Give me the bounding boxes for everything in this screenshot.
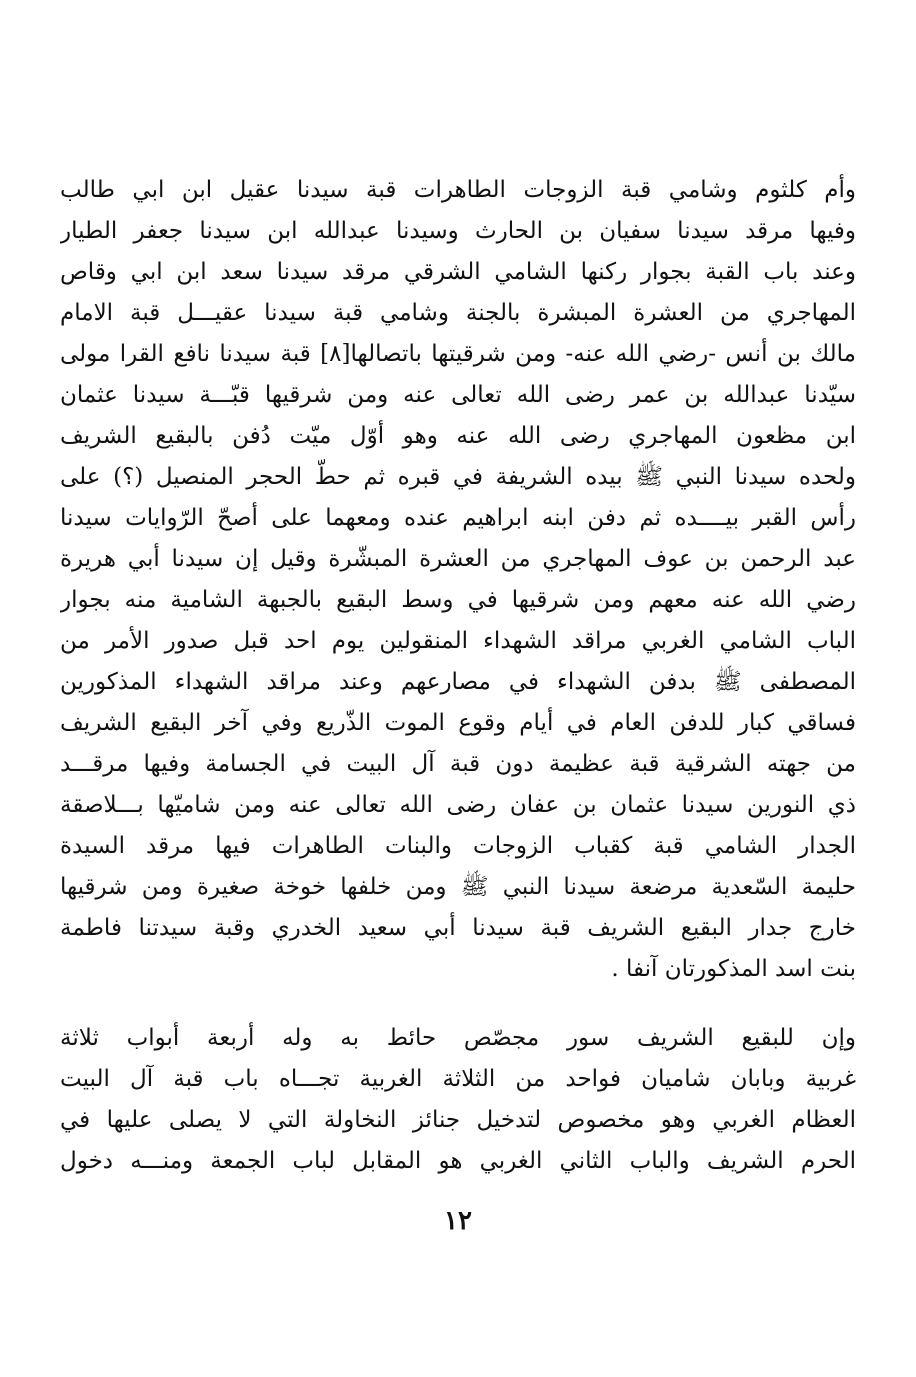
text-line: مالك بن أنس -رضي الله عنه- ومن شرقيتها باتصالها[٨] قبة سيدنا نافع القرا مولى (60, 341, 856, 367)
text-line: ولحده سيدنا النبي ﷺ بيده الشريفة في قبره ثم حطّ الحجر المنصيل (؟) على (60, 464, 856, 490)
text-line: الجدار الشامي قبة كقباب الزوجات والبنات الطاهرات فيها مرقد السيدة (60, 833, 856, 859)
paragraph-1 (60, 170, 856, 990)
text-line: حليمة السّعدية مرضعة سيدنا النبي ﷺ ومن خلفها خوخة صغيرة ومن شرقيها (60, 874, 856, 900)
text-line: رأس القبر بيــــده ثم دفن ابنه ابراهيم عنده ومعهما على أصحّ الرّوايات سيدنا (60, 505, 856, 531)
text-line: المهاجري من العشرة المبشرة بالجنة وشامي قبة سيدنا عقيـــل قبة الامام (60, 300, 856, 326)
text-line: الحرم الشريف والباب الثاني الغربي هو المقابل لباب الجمعة ومنـــه دخول (60, 1148, 856, 1174)
text-line: المصطفى ﷺ بدفن الشهداء في مصارعهم وعند مراقد الشهداء المذكورين (60, 669, 856, 695)
text-line: رضي الله عنه معهم ومن شرقيها في وسط البقيع بالجبهة الشامية منه بجوار (60, 587, 856, 613)
text-line: غربية وبابان شاميان فواحد من الثلاثة الغربية تجـــاه باب قبة آل البيت (60, 1066, 856, 1092)
text-line: سيّدنا عبدالله بن عمر رضى الله تعالى عنه ومن شرقيها قبّـــة سيدنا عثمان (60, 382, 856, 408)
text-line: الباب الشامي الغربي مراقد الشهداء المنقولين يوم احد قبل صدور الأمر من (60, 628, 856, 654)
text-line: ذي النورين سيدنا عثمان بن عفان رضى الله تعالى عنه ومن شاميّها بـــلاصقة (60, 792, 856, 818)
text-line: فساقي كبار للدفن العام في أيام وقوع الموت الذّريع وفي آخر البقيع الشريف (60, 710, 856, 736)
text-line: بنت اسد المذكورتان آنفا . (611, 956, 856, 982)
text-line: عبد الرحمن بن عوف المهاجري من العشرة المبشّرة وقيل إن سيدنا أبي هريرة (60, 546, 856, 572)
text-line: وعند باب القبة بجوار ركنها الشامي الشرقي مرقد سيدنا سعد ابن ابي وقاص (60, 259, 856, 285)
text-line: ابن مظعون المهاجري رضى الله عنه وهو أوّل ميّت دُفن بالبقيع الشريف (60, 423, 856, 449)
text-line: وإن للبقيع الشريف سور مجصّص حائط به وله أربعة أبواب ثلاثة (60, 1025, 856, 1051)
text-line: وأم كلثوم وشامي قبة الزوجات الطاهرات قبة سيدنا عقيل ابن ابي طالب (60, 177, 856, 203)
text-line: من جهته الشرقية قبة عظيمة دون قبة آل البيت في الجسامة وفيها مرقـــد (60, 751, 856, 777)
text-line: وفيها مرقد سيدنا سفيان بن الحارث وسيدنا عبدالله ابن سيدنا جعفر الطيار (60, 218, 856, 244)
text-line: العظام الغربي وهو مخصوص لتدخيل جنائز النخاولة التي لا يصلى عليها في (60, 1107, 856, 1133)
page-number: ١٢ (444, 1206, 472, 1236)
paragraph-2 (60, 1018, 856, 1182)
text-line: خارج جدار البقيع الشريف قبة سيدنا أبي سعيد الخدري وقبة سيدتنا فاطمة (60, 915, 856, 941)
